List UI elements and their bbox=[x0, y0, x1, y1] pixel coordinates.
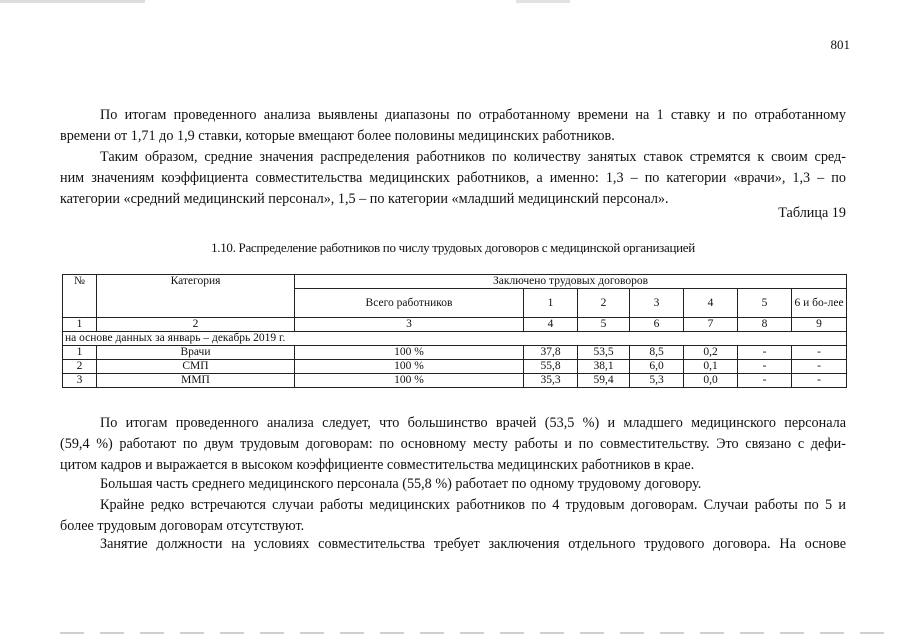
paragraph-2 bbox=[60, 147, 846, 210]
header-total: Всего работников bbox=[295, 289, 524, 318]
section-label: на основе данных за январь – декабрь 2019 г. bbox=[63, 332, 847, 346]
table-cell: СМП bbox=[97, 360, 295, 374]
table-cell: 3 bbox=[63, 374, 97, 388]
table-cell: 100 % bbox=[295, 360, 524, 374]
table-cell: - bbox=[792, 346, 847, 360]
index-row bbox=[63, 318, 847, 332]
scan-artifact-bottom bbox=[60, 632, 890, 634]
table-number: Таблица 19 bbox=[778, 205, 846, 221]
table-cell: 100 % bbox=[295, 346, 524, 360]
table-title: 1.10. Распределение работников по числу трудовых договоров с медицинской организацией bbox=[211, 240, 695, 255]
table-row bbox=[63, 374, 847, 388]
table-cell: - bbox=[738, 374, 792, 388]
table-row bbox=[63, 360, 847, 374]
header-col: 2 bbox=[578, 289, 630, 318]
paragraph-line: Большая часть среднего медицинского персонала (55,8 %) работает по одному трудовому договору. bbox=[100, 476, 702, 492]
table-cell: 8 bbox=[738, 318, 792, 332]
paragraph-line: (59,4 %) работают по двум трудовым договорам: по основному месту работы и по совместительству. Это связано с дефи- bbox=[60, 436, 846, 452]
table-cell: 2 bbox=[97, 318, 295, 332]
header-contracts: Заключено трудовых договоров bbox=[295, 275, 847, 289]
table-cell: 55,8 bbox=[524, 360, 578, 374]
table-cell: 4 bbox=[524, 318, 578, 332]
header-col: 5 bbox=[738, 289, 792, 318]
scan-artifact-top bbox=[0, 0, 905, 3]
table-row bbox=[63, 346, 847, 360]
table-cell: 5,3 bbox=[630, 374, 684, 388]
header-num: № bbox=[63, 275, 97, 318]
paragraph-line: категории «средний медицинский персонал», 1,5 – по категории «младший медицинский персонал». bbox=[60, 191, 669, 207]
table-cell: - bbox=[738, 346, 792, 360]
header-col: 3 bbox=[630, 289, 684, 318]
page-number: 801 bbox=[830, 37, 850, 52]
table-cell: 0,1 bbox=[684, 360, 738, 374]
table-cell: 37,8 bbox=[524, 346, 578, 360]
paragraph-3 bbox=[60, 413, 846, 476]
paragraph-line: времени от 1,71 до 1,9 ставки, которые вмещают более половины медицинских работников. bbox=[60, 128, 615, 144]
paragraph-line: ним значениям коэффициента совместительства медицинских работников, а именно: 1,3 – по категории «врачи», 1,3 – по bbox=[60, 170, 846, 186]
paragraph-5 bbox=[60, 495, 846, 537]
paragraph-line: цитом кадров и выражается в высоком коэффициенте совместительства медицинских работников в крае. bbox=[60, 457, 695, 473]
table-cell: 35,3 bbox=[524, 374, 578, 388]
table-cell: 53,5 bbox=[578, 346, 630, 360]
table-cell: Врачи bbox=[97, 346, 295, 360]
paragraph-1 bbox=[60, 105, 846, 147]
table-cell: 2 bbox=[63, 360, 97, 374]
table-cell: 0,0 bbox=[684, 374, 738, 388]
table-cell: 1 bbox=[63, 318, 97, 332]
paragraph-6 bbox=[60, 534, 846, 555]
paragraph-line: По итогам проведенного анализа следует, что большинство врачей (53,5 %) и младшего медицинского персонала bbox=[100, 415, 846, 431]
section-row bbox=[63, 332, 847, 346]
header-col: 4 bbox=[684, 289, 738, 318]
table-cell: - bbox=[738, 360, 792, 374]
paragraph-line: По итогам проведенного анализа выявлены диапазоны по отработанному времени на 1 ставку и по отработанному bbox=[100, 107, 846, 123]
table-cell: 8,5 bbox=[630, 346, 684, 360]
data-table bbox=[62, 274, 847, 388]
paragraph-line: Занятие должности на условиях совместительства требует заключения отдельного трудового договора. На основе bbox=[100, 536, 846, 552]
table-cell: 100 % bbox=[295, 374, 524, 388]
table-cell: - bbox=[792, 360, 847, 374]
paragraph-line: Крайне редко встречаются случаи работы медицинских работников по 4 трудовым договорам. Случаи работы по 5 и bbox=[100, 497, 846, 513]
table-cell: - bbox=[792, 374, 847, 388]
table-cell: 6 bbox=[630, 318, 684, 332]
table-cell: 6,0 bbox=[630, 360, 684, 374]
table-cell: 5 bbox=[578, 318, 630, 332]
paragraph-4 bbox=[60, 474, 846, 495]
table-cell: 1 bbox=[63, 346, 97, 360]
paragraph-line: более трудовым договорам отсутствуют. bbox=[60, 518, 305, 534]
table-cell: 3 bbox=[295, 318, 524, 332]
paragraph-line: Таким образом, средние значения распределения работников по количеству занятых ставок стремятся к своим сред- bbox=[100, 149, 846, 165]
table-cell: 9 bbox=[792, 318, 847, 332]
header-category: Категория bbox=[97, 275, 295, 318]
table-cell: 38,1 bbox=[578, 360, 630, 374]
header-col: 6 и бо-лее bbox=[792, 289, 847, 318]
header-col: 1 bbox=[524, 289, 578, 318]
table-cell: ММП bbox=[97, 374, 295, 388]
table-cell: 0,2 bbox=[684, 346, 738, 360]
header-row bbox=[63, 275, 847, 289]
table-cell: 7 bbox=[684, 318, 738, 332]
table-cell: 59,4 bbox=[578, 374, 630, 388]
